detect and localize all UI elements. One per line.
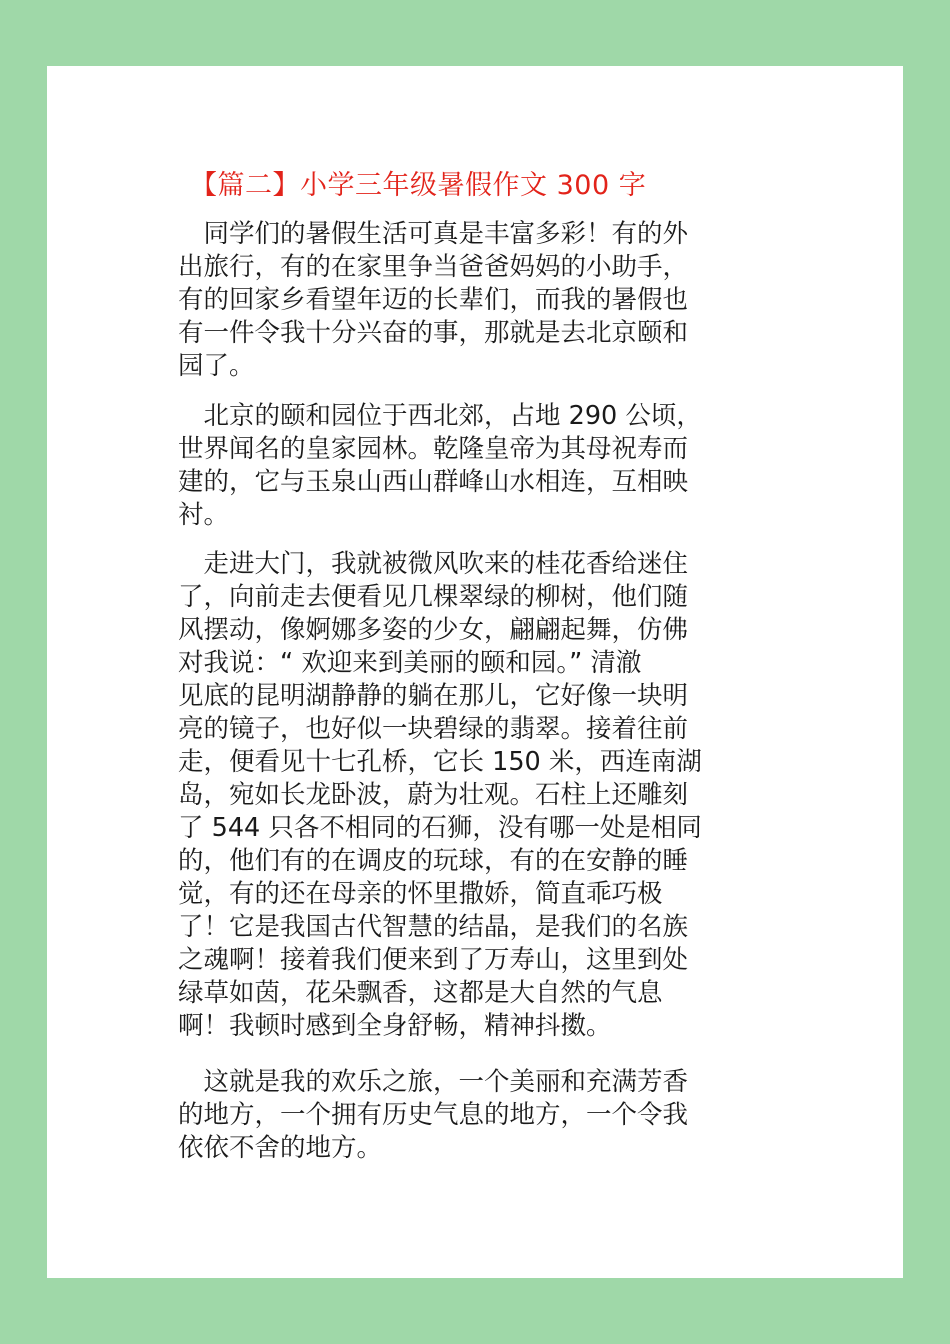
text-line: 建的，它与玉泉山西山群峰山水相连，互相映 bbox=[178, 467, 689, 497]
text-line: 的，他们有的在调皮的玩球，有的在安静的睡 bbox=[178, 846, 689, 876]
text-line: 亮的镜子，也好似一块碧绿的翡翠。接着往前 bbox=[178, 714, 689, 744]
text-line: 啊！我顿时感到全身舒畅，精神抖擞。 bbox=[178, 1011, 612, 1041]
text-line: 衬。 bbox=[178, 500, 230, 530]
text-line: 走，便看见十七孔桥，它长 150 米，西连南湖 bbox=[178, 747, 702, 777]
text-line: 有一件令我十分兴奋的事，那就是去北京颐和 bbox=[178, 318, 689, 348]
text-line: 依依不舍的地方。 bbox=[178, 1133, 383, 1163]
text-line: 了，向前走去便看见几棵翠绿的柳树，他们随 bbox=[178, 582, 689, 612]
text-line: 风摆动，像婀娜多姿的少女，翩翩起舞，仿佛 bbox=[178, 615, 689, 645]
paragraph-2 bbox=[178, 400, 702, 532]
text-line: 北京的颐和园位于西北郊，占地 290 公顷， bbox=[178, 401, 702, 431]
text-line: 同学们的暑假生活可真是丰富多彩！有的外 bbox=[178, 219, 689, 249]
text-line: 觉，有的还在母亲的怀里撒娇，简直乖巧极 bbox=[178, 879, 663, 909]
text-line: 世界闻名的皇家园林。乾隆皇帝为其母祝寿而 bbox=[178, 434, 689, 464]
text-line: 园了。 bbox=[178, 351, 255, 381]
text-line: 岛，宛如长龙卧波，蔚为壮观。石柱上还雕刻 bbox=[178, 780, 689, 810]
text-line: 出旅行，有的在家里争当爸爸妈妈的小助手， bbox=[178, 252, 689, 282]
text-line: 这就是我的欢乐之旅，一个美丽和充满芳香 bbox=[178, 1067, 689, 1097]
text-line: 走进大门，我就被微风吹来的桂花香给迷住 bbox=[178, 549, 689, 579]
paragraph-3 bbox=[178, 548, 702, 1043]
text-line: 见底的昆明湖静静的躺在那儿，它好像一块明 bbox=[178, 681, 689, 711]
text-line: 之魂啊！接着我们便来到了万寿山，这里到处 bbox=[178, 945, 689, 975]
text-line: 了 544 只各不相同的石狮，没有哪一处是相同 bbox=[178, 813, 702, 843]
text-line: 绿草如茵，花朵飘香，这都是大自然的气息 bbox=[178, 978, 663, 1008]
essay-title: 【篇二】小学三年级暑假作文 300 字 bbox=[190, 170, 647, 201]
text-line: 对我说：“ 欢迎来到美丽的颐和园。” 清澈 bbox=[178, 648, 642, 678]
text-line: 的地方，一个拥有历史气息的地方，一个令我 bbox=[178, 1100, 689, 1130]
paragraph-4 bbox=[178, 1066, 688, 1165]
text-line: 了！它是我国古代智慧的结晶，是我们的名族 bbox=[178, 912, 689, 942]
text-line: 有的回家乡看望年迈的长辈们，而我的暑假也 bbox=[178, 285, 689, 315]
paragraph-1 bbox=[178, 218, 688, 383]
